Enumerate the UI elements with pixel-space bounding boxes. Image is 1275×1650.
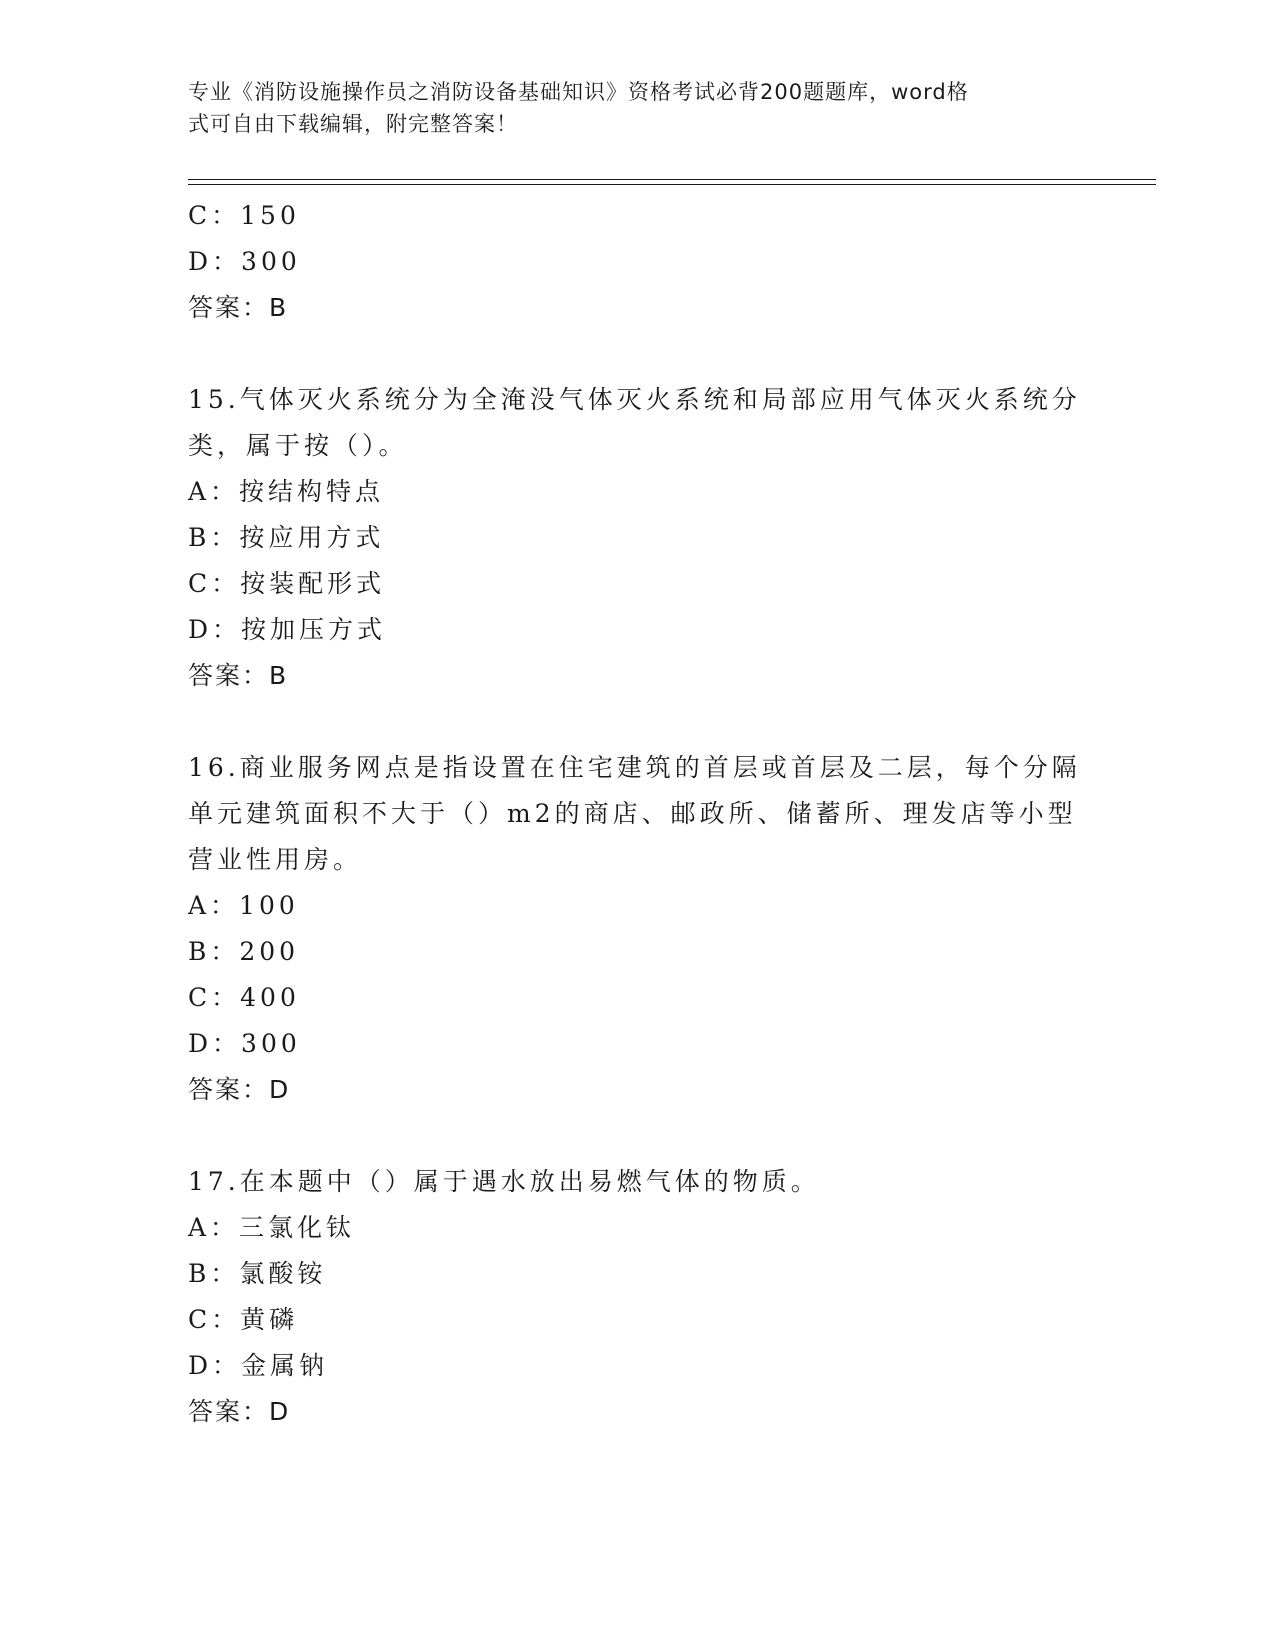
option-b: B：200 <box>188 937 300 966</box>
header-line-2: 式可自由下载编辑，附完整答案！ <box>188 112 518 136</box>
option-d: D：300 <box>188 1029 301 1058</box>
question-text-line: 单元建筑面积不大于（）m2的商店、邮政所、储蓄所、理发店等小型 <box>188 799 1077 828</box>
option-c: C：400 <box>188 983 300 1012</box>
answer-line: 答案：B <box>188 661 289 690</box>
header-divider-bottom <box>188 184 1156 185</box>
question-content <box>188 193 1088 1435</box>
spacer <box>188 331 1088 377</box>
header-line-1: 专业《消防设施操作员之消防设备基础知识》资格考试必背200题题库，word格 <box>188 80 969 104</box>
question-block-17 <box>188 1159 1088 1435</box>
question-text-line: 16.商业服务网点是指设置在住宅建筑的首层或首层及二层，每个分隔 <box>188 753 1081 782</box>
option-c: C：黄磷 <box>188 1305 299 1334</box>
spacer <box>188 699 1088 745</box>
question-block-16 <box>188 745 1088 1113</box>
option-b: B：氯酸铵 <box>188 1259 327 1288</box>
answer-line: 答案：B <box>188 293 289 322</box>
question-text-line: 营业性用房。 <box>188 845 363 874</box>
option-d: D：金属钠 <box>188 1351 329 1380</box>
option-c: C：150 <box>188 201 300 230</box>
question-text-line: 15.气体灭火系统分为全淹没气体灭火系统和局部应用气体灭火系统分 <box>188 385 1081 414</box>
option-d: D：300 <box>188 247 301 276</box>
question-block-15 <box>188 377 1088 699</box>
option-a: A：三氯化钛 <box>188 1213 356 1242</box>
option-b: B：按应用方式 <box>188 523 385 552</box>
question-text-line: 17.在本题中（）属于遇水放出易燃气体的物质。 <box>188 1167 820 1196</box>
option-a: A：100 <box>188 891 299 920</box>
answer-line: 答案：D <box>188 1075 291 1104</box>
answer-line: 答案：D <box>188 1397 291 1426</box>
question-text-line: 类，属于按（）。 <box>188 431 408 460</box>
document-header <box>188 76 1068 140</box>
header-divider-top <box>188 179 1156 180</box>
option-a: A：按结构特点 <box>188 477 385 506</box>
question-block-14 <box>188 193 1088 331</box>
spacer <box>188 1113 1088 1159</box>
option-c: C：按装配形式 <box>188 569 386 598</box>
option-d: D：按加压方式 <box>188 615 387 644</box>
